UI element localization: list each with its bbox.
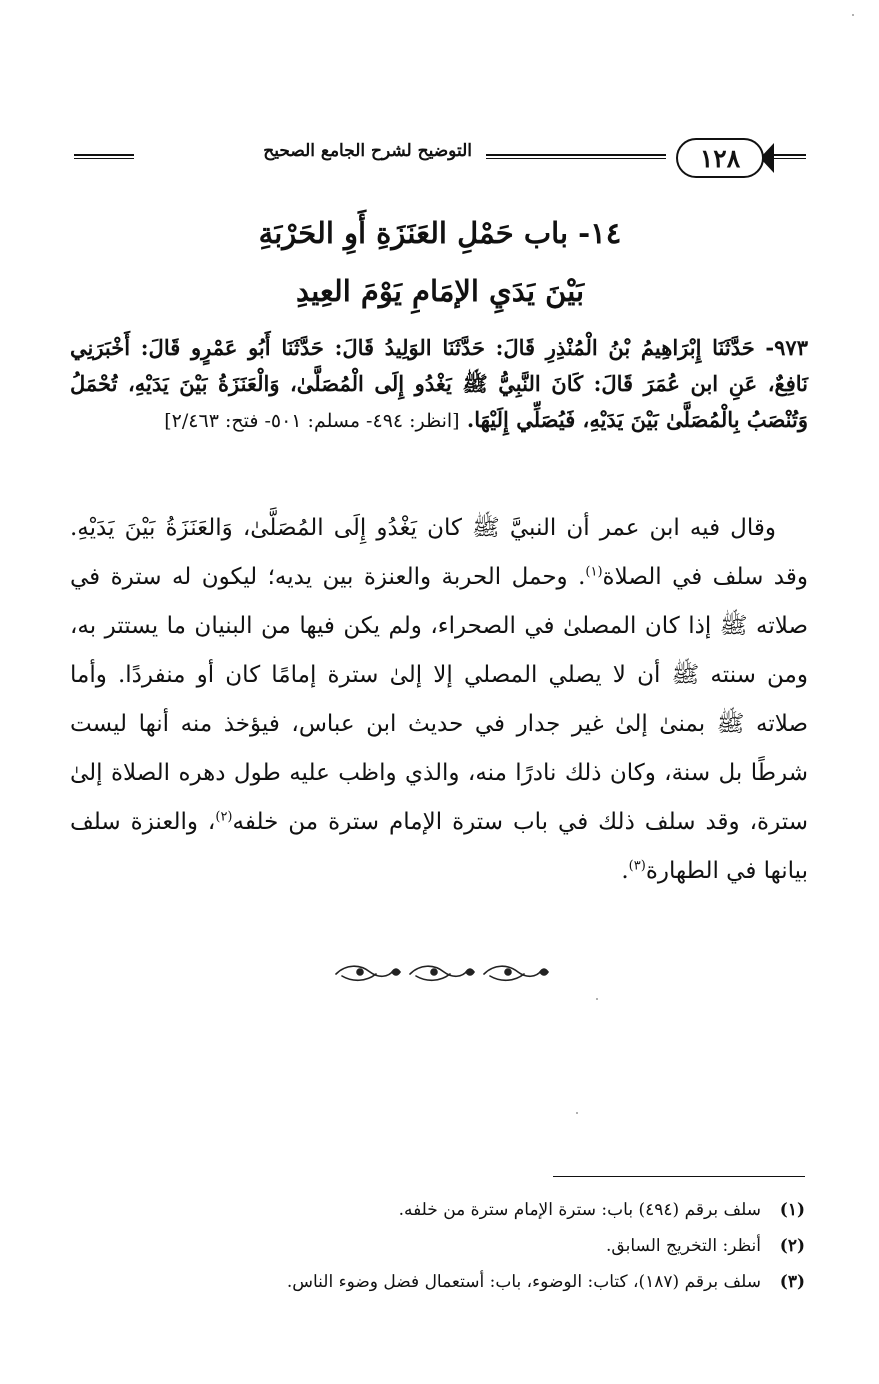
book-title: التوضيح لشرح الجامع الصحيح [263,141,472,161]
scan-speck [576,1112,578,1114]
footnotes-list [105,1192,805,1300]
commentary-text-1: وقال فيه ابن عمر أن النبيَّ ﷺ كان يَغْدُو إِلَى المُصَلَّىٰ، وَالعَنَزَةُ بَيْنَ يَدَيْهِ. وقد سلف في الصلاة [70,515,808,590]
header-rule-right [772,154,806,159]
footnote-number: (١) [779,1200,805,1220]
hadith-reference: [انظر: ٤٩٤- مسلم: ٥٠١- فتح: ٢/٤٦٣] [164,410,460,432]
footnote-text: سلف برقم (٤٩٤) باب: سترة الإمام سترة من خلفه. [398,1200,761,1220]
footnote-text: سلف برقم (١٨٧)، كتاب: الوضوء، باب: أستعمال فضل وضوء الناس. [286,1272,761,1292]
scan-speck [596,998,598,1000]
page-number: ١٢٨ [676,138,764,178]
running-header [74,132,806,184]
header-rule-middle [486,154,666,159]
hadith-text [70,330,808,439]
footnote-marker-1: (١) [585,564,603,580]
footnote-item [105,1192,805,1228]
footnote-separator [553,1176,805,1177]
scan-speck [852,14,854,16]
chapter-title-line-1: ١٤- باب حَمْلِ العَنَزَةِ أَوِ الحَرْبَةِ [258,216,622,250]
footnote-number: (٢) [779,1236,805,1256]
ornament-divider-icon [330,958,550,988]
commentary-text-4: . [621,858,629,884]
commentary-text-3: ، والعنزة سلف بيانها في الطهارة [70,809,808,884]
footnote-marker-2: (٢) [215,809,233,825]
chapter-heading [74,204,806,320]
footnote-item [105,1228,805,1264]
commentary-paragraph [70,504,808,896]
footnote-marker-3: (٣) [628,858,646,874]
commentary-text-2: . وحمل الحربة والعنزة بين يديه؛ ليكون له سترة في صلاته ﷺ إذا كان المصلىٰ في الصحراء، ولم يكن فيها من البنيان ما يستتر به، ومن سنته ﷺ أن لا يصلي المصلي إلا إلىٰ سترة إمامًا كان أو منفردًا. وأما صلاته ﷺ بمنىٰ إلىٰ غير جدار في حديث ابن عباس، فيؤخذ منه أنها ليست شرطًا بل سنة، وكان ذلك نادرًا منه، والذي واظب عليه طول دهره الصلاة إلىٰ سترة، وقد سلف ذلك في باب سترة الإمام سترة من خلفه [70,564,808,835]
footnote-text: أنظر: التخريج السابق. [606,1236,761,1256]
chapter-title-line-2: بَيْنَ يَدَيِ الإمَامِ يَوْمَ العِيدِ [295,274,585,308]
footnote-number: (٣) [779,1272,805,1292]
header-rule-left [74,154,134,159]
hadith-body: ٩٧٣- حَدَّثَنَا إِبْرَاهِيمُ بْنُ الْمُنْذِرِ قَالَ: حَدَّثَنَا الوَلِيدُ قَالَ: حَدَّثَنَا أَبُو عَمْرٍو قَالَ: أَخْبَرَنِي نَافِعٌ، عَنِ ابن عُمَرَ قَالَ: كَانَ النَّبِيُّ ﷺ يَغْدُو إِلَى الْمُصَلَّىٰ، وَالْعَنَزَةُ بَيْنَ يَدَيْهِ، تُحْمَلُ وَتُنْصَبُ بِالْمُصَلَّىٰ بَيْنَ يَدَيْهِ، فَيُصَلِّي إِلَيْهَا. [70,335,808,432]
footnote-item [105,1264,805,1300]
